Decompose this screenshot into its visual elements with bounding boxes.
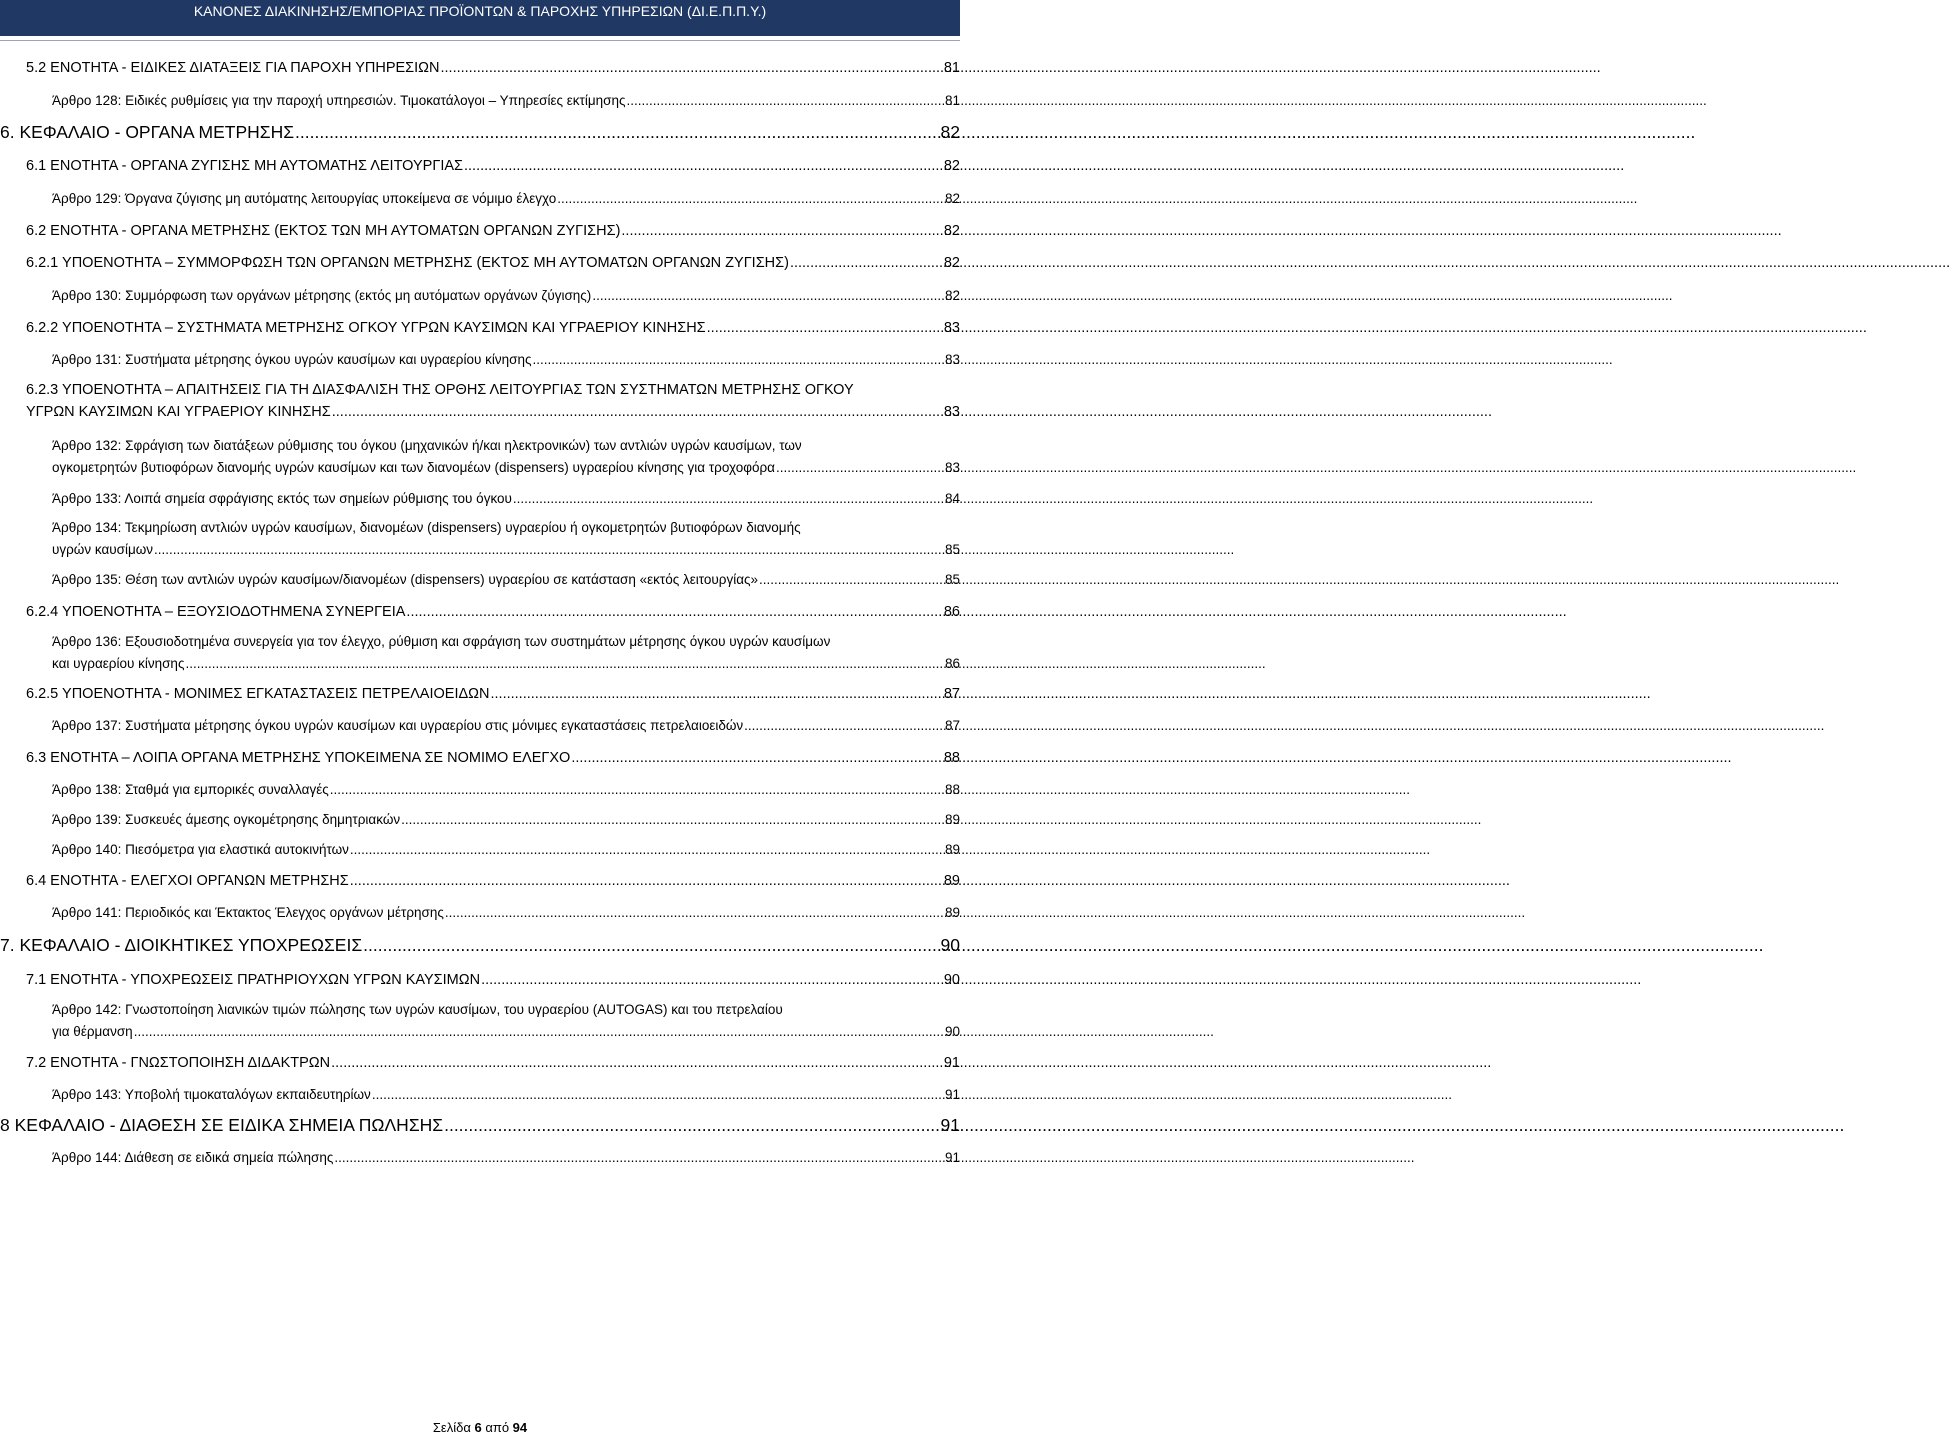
toc-entry[interactable] xyxy=(52,842,960,857)
leader-dots xyxy=(363,935,939,956)
toc-page-number: 85 xyxy=(944,542,960,557)
toc-entry-title: Άρθρο 137: Συστήματα μέτρησης όγκου υγρών καυσίμων και υγραερίου στις μόνιμες εγκαταστάσεις πετρελαιοειδών xyxy=(52,718,744,733)
toc-page-number: 89 xyxy=(943,873,960,889)
toc-entry[interactable] xyxy=(52,191,960,206)
leader-dots xyxy=(372,1087,944,1102)
toc-entry[interactable] xyxy=(52,718,960,733)
footer-total-pages: 94 xyxy=(512,1420,528,1435)
toc-entry[interactable] xyxy=(52,656,960,671)
toc-entry[interactable] xyxy=(26,320,960,336)
toc-page-number: 87 xyxy=(944,718,960,733)
toc-entry-title: 6.1 ΕΝΟΤΗΤΑ - ΟΡΓΑΝΑ ΖΥΓΙΣΗΣ ΜΗ ΑΥΤΟΜΑΤΗΣ ΛΕΙΤΟΥΡΓΙΑΣ xyxy=(26,158,463,174)
toc-page-number: 89 xyxy=(944,905,960,920)
toc-page-number: 82 xyxy=(943,158,960,174)
leader-dots xyxy=(330,782,944,797)
leader-dots xyxy=(621,223,942,239)
toc-entry-title-line1: 6.2.3 ΥΠΟΕΝΟΤΗΤΑ – ΑΠΑΙΤΗΣΕΙΣ ΓΙΑ ΤΗ ΔΙΑΣΦΑΛΙΣΗ ΤΗΣ ΟΡΘΗΣ ΛΕΙΤΟΥΡΓΙΑΣ ΤΩΝ ΣΥΣΤΗΜΑΤΩΝ ΜΕΤΡΗΣΗΣ ΟΓΚΟΥ xyxy=(26,382,854,398)
toc-page-number: 84 xyxy=(944,491,960,506)
toc-page-number: 86 xyxy=(943,604,960,620)
toc-page-number: 91 xyxy=(940,1115,960,1135)
toc-page-number: 89 xyxy=(944,842,960,857)
toc-page-number: 81 xyxy=(943,60,960,76)
toc-page-number: 83 xyxy=(944,352,960,367)
toc-entry-title: 5.2 ΕΝΟΤΗΤΑ - ΕΙΔΙΚΕΣ ΔΙΑΤΑΞΕΙΣ ΓΙΑ ΠΑΡΟΧΗ ΥΠΗΡΕΣΙΩΝ xyxy=(26,60,440,76)
toc-entry-title: 6.2.2 ΥΠΟΕΝΟΤΗΤΑ – ΣΥΣΤΗΜΑΤΑ ΜΕΤΡΗΣΗΣ ΟΓΚΟΥ ΥΓΡΩΝ ΚΑΥΣΙΜΩΝ ΚΑΙ ΥΓΡΑΕΡΙΟΥ ΚΙΝΗΣΗΣ xyxy=(26,320,706,336)
toc-entry-title: Άρθρο 143: Υποβολή τιμοκαταλόγων εκπαιδευτηρίων xyxy=(52,1087,371,1102)
toc-entry[interactable] xyxy=(26,750,960,766)
footer-page-number: 6 xyxy=(474,1420,482,1435)
toc-entry[interactable] xyxy=(26,1055,960,1071)
leader-dots xyxy=(406,604,942,620)
toc-page-number: 86 xyxy=(944,656,960,671)
toc-entry-title: Άρθρο 133: Λοιπά σημεία σφράγισης εκτός των σημείων ρύθμισης του όγκου xyxy=(52,491,512,506)
toc-entry[interactable] xyxy=(52,491,960,506)
toc-entry[interactable] xyxy=(52,542,960,557)
toc-entry[interactable] xyxy=(52,460,960,475)
toc-entry-title: Άρθρο 144: Διάθεση σε ειδικά σημεία πώλησης xyxy=(52,1150,334,1165)
toc-entry-title-line1: Άρθρο 134: Τεκμηρίωση αντλιών υγρών καυσίμων, διανομέων (dispensers) υγραερίου ή ογκομετρητών βυτιοφόρων διανομής xyxy=(52,520,801,535)
toc-entry[interactable] xyxy=(26,604,960,620)
toc-entry[interactable] xyxy=(52,1150,960,1165)
toc-entry-title: 6.4 ΕΝΟΤΗΤΑ - ΕΛΕΓΧΟΙ ΟΡΓΑΝΩΝ ΜΕΤΡΗΣΗΣ xyxy=(26,873,349,889)
toc-entry[interactable] xyxy=(52,782,960,797)
toc-entry[interactable] xyxy=(26,60,960,76)
toc-entry[interactable] xyxy=(0,935,960,956)
toc-entry-title: 6.2.1 ΥΠΟΕΝΟΤΗΤΑ – ΣΥΜΜΟΡΦΩΣΗ ΤΩΝ ΟΡΓΑΝΩΝ ΜΕΤΡΗΣΗΣ (ΕΚΤΟΣ ΜΗ ΑΥΤΟΜΑΤΩΝ ΟΡΓΑΝΩΝ ΖΥΓΙΣΗΣ) xyxy=(26,255,789,271)
leader-dots xyxy=(134,1024,944,1039)
leader-dots xyxy=(445,905,944,920)
leader-dots xyxy=(401,812,944,827)
toc-entry-title: 6. ΚΕΦΑΛΑΙΟ - ΟΡΓΑΝΑ ΜΕΤΡΗΣΗΣ xyxy=(0,122,295,142)
toc-entry-title: 6.2.4 ΥΠΟΕΝΟΤΗΤΑ – ΕΞΟΥΣΙΟΔΟΤΗΜΕΝΑ ΣΥΝΕΡΓΕΙΑ xyxy=(26,604,406,620)
toc-page-number: 88 xyxy=(943,750,960,766)
toc-entry-title-line1: Άρθρο 132: Σφράγιση των διατάξεων ρύθμισης του όγκου (μηχανικών ή/και ηλεκτρονικών) των αντλιών υγρών καυσίμων, των xyxy=(52,438,802,453)
leader-dots xyxy=(557,191,944,206)
toc-page-number: 90 xyxy=(940,935,960,955)
leader-dots xyxy=(334,1150,944,1165)
toc-page-number: 82 xyxy=(943,223,960,239)
toc-entry-title: 8 ΚΕΦΑΛΑΙΟ - ΔΙΑΘΕΣΗ ΣΕ ΕΙΔΙΚΑ ΣΗΜΕΙΑ ΠΩΛΗΣΗΣ xyxy=(0,1115,444,1135)
toc-entry-title: Άρθρο 140: Πιεσόμετρα για ελαστικά αυτοκινήτων xyxy=(52,842,349,857)
toc-entry[interactable] xyxy=(26,255,960,271)
toc-entry-title-line1: Άρθρο 136: Εξουσιοδοτημένα συνεργεία για τον έλεγχο, ρύθμιση και σφράγιση των συστημάτων μέτρησης όγκου υγρών καυσίμων xyxy=(52,634,831,649)
toc-entry[interactable] xyxy=(52,352,960,367)
leader-dots xyxy=(571,750,943,766)
leader-dots xyxy=(776,460,944,475)
leader-dots xyxy=(707,320,943,336)
toc-entry-title-line2: και υγραερίου κίνησης xyxy=(52,656,185,671)
toc-page-number: 85 xyxy=(944,572,960,587)
toc-entry[interactable] xyxy=(26,972,960,988)
toc-page-number: 82 xyxy=(940,122,960,142)
leader-dots xyxy=(295,122,939,143)
toc-entry-title: 6.3 ΕΝΟΤΗΤΑ – ΛΟΙΠΑ ΟΡΓΑΝΑ ΜΕΤΡΗΣΗΣ ΥΠΟΚΕΙΜΕΝΑ ΣΕ ΝΟΜΙΜΟ ΕΛΕΓΧΟ xyxy=(26,750,571,766)
toc-entry-title-line1: Άρθρο 142: Γνωστοποίηση λιανικών τιμών πώλησης των υγρών καυσίμων, του υγραερίου (AUTOGAS) και του πετρελαίου xyxy=(52,1002,783,1017)
toc-entry-title: Άρθρο 139: Συσκευές άμεσης ογκομέτρησης δημητριακών xyxy=(52,812,401,827)
toc-page-number: 82 xyxy=(944,288,960,303)
toc-entry-title: 7. ΚΕΦΑΛΑΙΟ - ΔΙΟΙΚΗΤΙΚΕΣ ΥΠΟΧΡΕΩΣΕΙΣ xyxy=(0,935,363,955)
leader-dots xyxy=(332,404,943,420)
toc-entry-title: Άρθρο 130: Συμμόρφωση των οργάνων μέτρησης (εκτός μη αυτόματων οργάνων ζύγισης) xyxy=(52,288,592,303)
toc-entry[interactable] xyxy=(0,122,960,143)
leader-dots xyxy=(350,873,943,889)
toc-entry-title: 6.2 ΕΝΟΤΗΤΑ - ΟΡΓΑΝΑ ΜΕΤΡΗΣΗΣ (ΕΚΤΟΣ ΤΩΝ ΜΗ ΑΥΤΟΜΑΤΩΝ ΟΡΓΑΝΩΝ ΖΥΓΙΣΗΣ) xyxy=(26,223,621,239)
toc-entry-title-line2: για θέρμανση xyxy=(52,1024,133,1039)
leader-dots xyxy=(350,842,944,857)
toc-page-number: 89 xyxy=(944,812,960,827)
toc-entry-title: Άρθρο 138: Σταθμά για εμπορικές συναλλαγές xyxy=(52,782,329,797)
toc-page-number: 82 xyxy=(944,191,960,206)
toc-entry[interactable] xyxy=(52,905,960,920)
toc-entry[interactable] xyxy=(26,404,960,420)
leader-dots xyxy=(185,656,944,671)
leader-dots xyxy=(759,572,944,587)
toc-page-number: 90 xyxy=(943,972,960,988)
leader-dots xyxy=(627,93,944,108)
toc-entry-title: 7.1 ΕΝΟΤΗΤΑ - ΥΠΟΧΡΕΩΣΕΙΣ ΠΡΑΤΗΡΙΟΥΧΩΝ ΥΓΡΩΝ ΚΑΥΣΙΜΩΝ xyxy=(26,972,481,988)
toc-entry[interactable] xyxy=(26,223,960,239)
toc-entry-title: Άρθρο 135: Θέση των αντλιών υγρών καυσίμων/διανομέων (dispensers) υγραερίου σε κατάσταση «εκτός λειτουργίας» xyxy=(52,572,759,587)
leader-dots xyxy=(331,1055,943,1071)
footer-label: Σελίδα xyxy=(432,1420,471,1435)
toc-entry-title-line2: ΥΓΡΩΝ ΚΑΥΣΙΜΩΝ ΚΑΙ ΥΓΡΑΕΡΙΟΥ ΚΙΝΗΣΗΣ xyxy=(26,404,331,420)
leader-dots xyxy=(592,288,944,303)
leader-dots xyxy=(790,255,943,271)
running-header xyxy=(0,0,960,36)
toc-entry[interactable] xyxy=(52,93,960,108)
toc-entry-title: Άρθρο 129: Όργανα ζύγισης μη αυτόματης λειτουργίας υποκείμενα σε νόμιμο έλεγχο xyxy=(52,191,557,206)
toc-entry-title: Άρθρο 131: Συστήματα μέτρησης όγκου υγρών καυσίμων και υγραερίου κίνησης xyxy=(52,352,532,367)
toc-entry[interactable] xyxy=(52,1087,960,1102)
leader-dots xyxy=(744,718,944,733)
toc-page-number: 83 xyxy=(943,404,960,420)
toc-page-number: 83 xyxy=(943,320,960,336)
toc-entry-title-line2: υγρών καυσίμων xyxy=(52,542,154,557)
toc-entry-title-line2: ογκομετρητών βυτιοφόρων διανομής υγρών καυσίμων και των διανομέων (dispensers) υγραερίου κίνησης για τροχοφόρα xyxy=(52,460,775,475)
toc-page-number: 91 xyxy=(944,1150,960,1165)
leader-dots xyxy=(154,542,944,557)
toc-page-number: 91 xyxy=(943,1055,960,1071)
leader-dots xyxy=(532,352,944,367)
page-footer xyxy=(0,1420,960,1435)
leader-dots xyxy=(481,972,943,988)
toc-page-number: 91 xyxy=(944,1087,960,1102)
toc-page-number: 87 xyxy=(943,686,960,702)
toc-page-number: 83 xyxy=(944,460,960,475)
toc-entry[interactable] xyxy=(26,686,960,702)
toc-entry[interactable] xyxy=(52,812,960,827)
toc-entry[interactable] xyxy=(0,1115,960,1136)
toc-entry[interactable] xyxy=(52,1024,960,1039)
toc-page-number: 88 xyxy=(944,782,960,797)
leader-dots xyxy=(513,491,944,506)
toc-entry[interactable] xyxy=(26,158,960,174)
toc-entry[interactable] xyxy=(52,288,960,303)
toc-entry[interactable] xyxy=(26,873,960,889)
leader-dots xyxy=(464,158,943,174)
leader-dots xyxy=(444,1115,939,1136)
leader-dots xyxy=(490,686,942,702)
header-divider xyxy=(0,40,960,41)
toc-entry-title: 6.2.5 ΥΠΟΕΝΟΤΗΤΑ - ΜΟΝΙΜΕΣ ΕΓΚΑΤΑΣΤΑΣΕΙΣ ΠΕΤΡΕΛΑΙΟΕΙΔΩΝ xyxy=(26,686,490,702)
footer-separator: από xyxy=(485,1420,510,1435)
toc-entry-title: 7.2 ΕΝΟΤΗΤΑ - ΓΝΩΣΤΟΠΟΙΗΣΗ ΔΙΔΑΚΤΡΩΝ xyxy=(26,1055,331,1071)
toc-entry-title: Άρθρο 128: Ειδικές ρυθμίσεις για την παροχή υπηρεσιών. Τιμοκατάλογοι – Υπηρεσίες εκτίμησης xyxy=(52,93,626,108)
toc-entry-title: Άρθρο 141: Περιοδικός και Έκτακτος Έλεγχος οργάνων μέτρησης xyxy=(52,905,444,920)
toc-page-number: 81 xyxy=(944,93,960,108)
toc-page-number: 90 xyxy=(944,1024,960,1039)
toc-page-number: 82 xyxy=(943,255,960,271)
document-title: ΚΑΝΟΝΕΣ ΔΙΑΚΙΝΗΣΗΣ/ΕΜΠΟΡΙΑΣ ΠΡΟΪΟΝΤΩΝ & ΠΑΡΟΧΗΣ ΥΠΗΡΕΣΙΩΝ (ΔΙ.Ε.Π.Π.Υ.) xyxy=(193,3,767,19)
leader-dots xyxy=(440,60,942,76)
toc-entry[interactable] xyxy=(52,572,960,587)
